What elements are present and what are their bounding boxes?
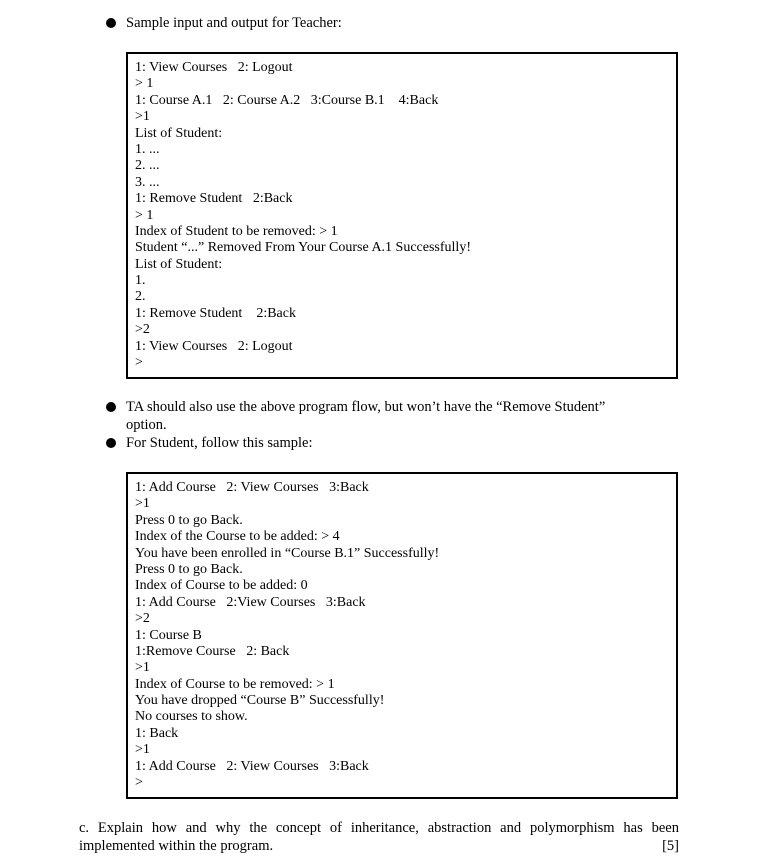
student-console-line: 1: Add Course 2: View Courses 3:Back — [135, 480, 369, 495]
teacher-console-line: 1. — [135, 273, 146, 289]
student-console-line: >1 — [135, 742, 150, 758]
student-console-line: You have been enrolled in “Course B.1” Successfully! — [135, 545, 440, 561]
question-c — [79, 819, 679, 855]
student-heading-text: For Student, follow this sample: — [126, 435, 313, 451]
student-console-line: 1: Course B — [135, 627, 202, 643]
teacher-console-line: List of Student: — [135, 256, 223, 272]
teacher-console-line: Index of Student to be removed: > 1 — [135, 223, 338, 239]
teacher-console-line: > 1 — [135, 76, 154, 92]
student-console-line: > — [135, 775, 143, 791]
teacher-console-line: 1: View Courses 2: Logout — [135, 338, 293, 354]
question-marks: [5] — [662, 838, 679, 854]
student-console-box — [126, 472, 678, 799]
teacher-console-line: 1: Remove Student 2:Back — [135, 305, 296, 321]
student-console-line: 1: Back — [135, 725, 179, 741]
teacher-console-line: 1: Remove Student 2:Back — [135, 191, 293, 207]
student-console-line: >1 — [135, 660, 150, 676]
bullet-ta-note — [0, 398, 700, 434]
student-console-line: Index of Course to be removed: > 1 — [135, 676, 335, 692]
teacher-console-line: 1. ... — [135, 141, 160, 157]
student-console-line: Press 0 to go Back. — [135, 512, 243, 528]
question-text: c. Explain how and why the concept of inheritance, abstraction and polymorphism has been implemented within the program. — [79, 820, 679, 854]
teacher-console-line: >2 — [135, 322, 150, 338]
teacher-console-line: 2. ... — [135, 158, 160, 174]
bullet-dot — [106, 438, 116, 448]
student-console-line: >2 — [135, 611, 150, 627]
student-console-line: 1: Add Course 2:View Courses 3:Back — [135, 594, 366, 610]
teacher-console-line: > — [135, 355, 143, 371]
student-console-line: Index of the Course to be added: > 4 — [135, 529, 340, 545]
teacher-console-box — [126, 52, 678, 379]
student-console-line: No courses to show. — [135, 709, 248, 725]
teacher-console-line: 3. ... — [135, 174, 160, 190]
student-console-line: 1:Remove Course 2: Back — [135, 643, 290, 659]
teacher-console-line: 1: Course A.1 2: Course A.2 3:Course B.1 4:Back — [135, 92, 439, 108]
teacher-heading-text: Sample input and output for Teacher: — [126, 15, 342, 31]
teacher-console-line: List of Student: — [135, 125, 223, 141]
bullet-dot — [106, 18, 116, 28]
teacher-console-line: Student “...” Removed From Your Course A.1 Successfully! — [135, 240, 471, 256]
bullet-dot — [106, 402, 116, 412]
ta-note-line2: option. — [126, 417, 167, 433]
student-console-line: >1 — [135, 496, 150, 512]
teacher-console-line: 2. — [135, 289, 146, 305]
student-console-line: You have dropped “Course B” Successfully! — [135, 693, 385, 709]
ta-note-line1: TA should also use the above program flow, but won’t have the “Remove Student” — [126, 399, 606, 415]
student-console-line: Index of Course to be added: 0 — [135, 578, 308, 594]
teacher-console-line: > 1 — [135, 207, 154, 223]
student-console-line: Press 0 to go Back. — [135, 561, 243, 577]
student-console-line: 1: Add Course 2: View Courses 3:Back — [135, 758, 369, 774]
teacher-console-line: 1: View Courses 2: Logout — [135, 60, 293, 75]
teacher-console-line: >1 — [135, 109, 150, 125]
